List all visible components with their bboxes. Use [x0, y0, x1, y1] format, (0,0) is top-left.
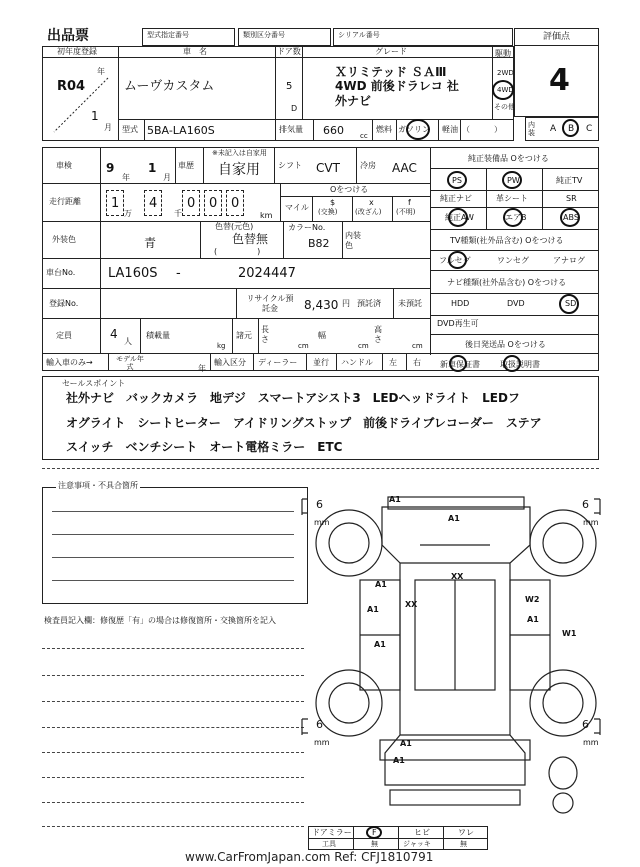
grade-line2: 4WD 前後ドラレコ 社 — [335, 79, 459, 93]
mileage-digit — [106, 190, 124, 216]
color-no: B82 — [308, 237, 330, 250]
serial-box: シリアル番号 — [333, 28, 513, 46]
abs-circle — [560, 208, 580, 227]
hyoka-header: 評価点 — [514, 28, 599, 46]
grade-line3: 外ナビ — [335, 94, 372, 108]
mark-bonnet: A1 — [448, 514, 460, 523]
pw-circle — [502, 171, 522, 189]
reg-era: R04 — [57, 79, 86, 94]
use-value: 自家用 — [218, 162, 260, 178]
score-box — [514, 45, 599, 117]
inspector-label: 検査員記入欄：修復歴「有」の場合は修復箇所・交換箇所を記入 — [44, 616, 276, 625]
color-value: 青 — [144, 236, 157, 250]
sd-circle — [559, 294, 579, 314]
mileage-digit-value: 0 — [187, 196, 196, 211]
mark-right-rear: W1 — [562, 629, 577, 638]
recycle-value: 8,430 — [304, 298, 339, 312]
car-diagram — [300, 485, 620, 830]
doors-value: 5 — [286, 81, 293, 92]
grade-line1: Ｘリミテッド ＳＡⅢ — [335, 65, 447, 79]
mark-left-door: A1 — [367, 605, 379, 614]
mark-roof: XX — [451, 572, 464, 581]
mark-front-bumper: A1 — [389, 495, 401, 504]
watermark: www.CarFromJapan.com Ref: CFJ1810791 — [185, 850, 434, 864]
fullseg-circle — [448, 251, 467, 269]
ruibetsu-box: 類別区分番号 — [238, 28, 331, 46]
doormirror-circle — [366, 826, 382, 839]
mark-left-front: A1 — [375, 580, 387, 589]
sales-line2: オグライト シートヒーター アイドリングストップ 前後ドライブレコーダー ステア — [66, 416, 542, 430]
fuel-circle — [406, 119, 430, 140]
orig-color: 色替無 — [232, 232, 269, 246]
mark-right-door2: A1 — [527, 615, 539, 624]
sales-line1: 社外ナビ バックカメラ 地デジ スマートアシスト3 LEDヘッドライト LEDフ — [66, 391, 520, 405]
warranty-circle — [449, 355, 467, 372]
score-value: 4 — [549, 63, 570, 98]
mileage-digit-value: 1 — [111, 196, 120, 211]
caution-box — [42, 487, 308, 604]
shaken-year: 9 — [106, 161, 115, 175]
model-code: 5BA-LA160S — [147, 124, 215, 137]
mark-left-rear: A1 — [374, 640, 386, 649]
mark-pillar: XX — [405, 600, 418, 609]
car-name: ムーヴカスタム — [124, 79, 215, 94]
mileage-digit-value: 0 — [209, 196, 218, 211]
drive-4wd-circle — [492, 80, 514, 100]
airbag-circle — [503, 208, 523, 227]
capacity-value: 4 — [110, 327, 118, 341]
mark-rear-bumper: A1 — [393, 756, 405, 765]
shaken-month: 1 — [148, 161, 157, 175]
reg-month: 1 — [91, 109, 99, 123]
displacement-value: 660 — [323, 124, 344, 137]
ps-circle — [447, 171, 467, 189]
katashiki-box: 型式指定番号 — [142, 28, 235, 46]
mileage-digit — [182, 190, 200, 216]
aw-circle — [448, 208, 468, 227]
mileage-digit — [144, 190, 162, 216]
mark-right-door: W2 — [525, 595, 540, 604]
shift-value: CVT — [316, 161, 340, 175]
mileage-digit-value: 4 — [149, 196, 158, 211]
chassis-no: 2024447 — [238, 266, 296, 281]
mileage-digit — [204, 190, 222, 216]
mileage-digit-value: 0 — [231, 196, 240, 211]
chassis-model: LA160S — [108, 266, 158, 281]
mark-rear-gate: A1 — [400, 739, 412, 748]
manual-circle — [503, 355, 521, 372]
mileage-digit — [226, 190, 244, 216]
form-title: 出品票 — [47, 28, 89, 44]
sales-line3: スイッチ ベンチシート オート電格ミラー ETC — [66, 440, 343, 454]
interior-circle — [562, 119, 579, 137]
ac-value: AAC — [392, 161, 417, 175]
reg-label: 初年度登録 — [57, 47, 97, 56]
